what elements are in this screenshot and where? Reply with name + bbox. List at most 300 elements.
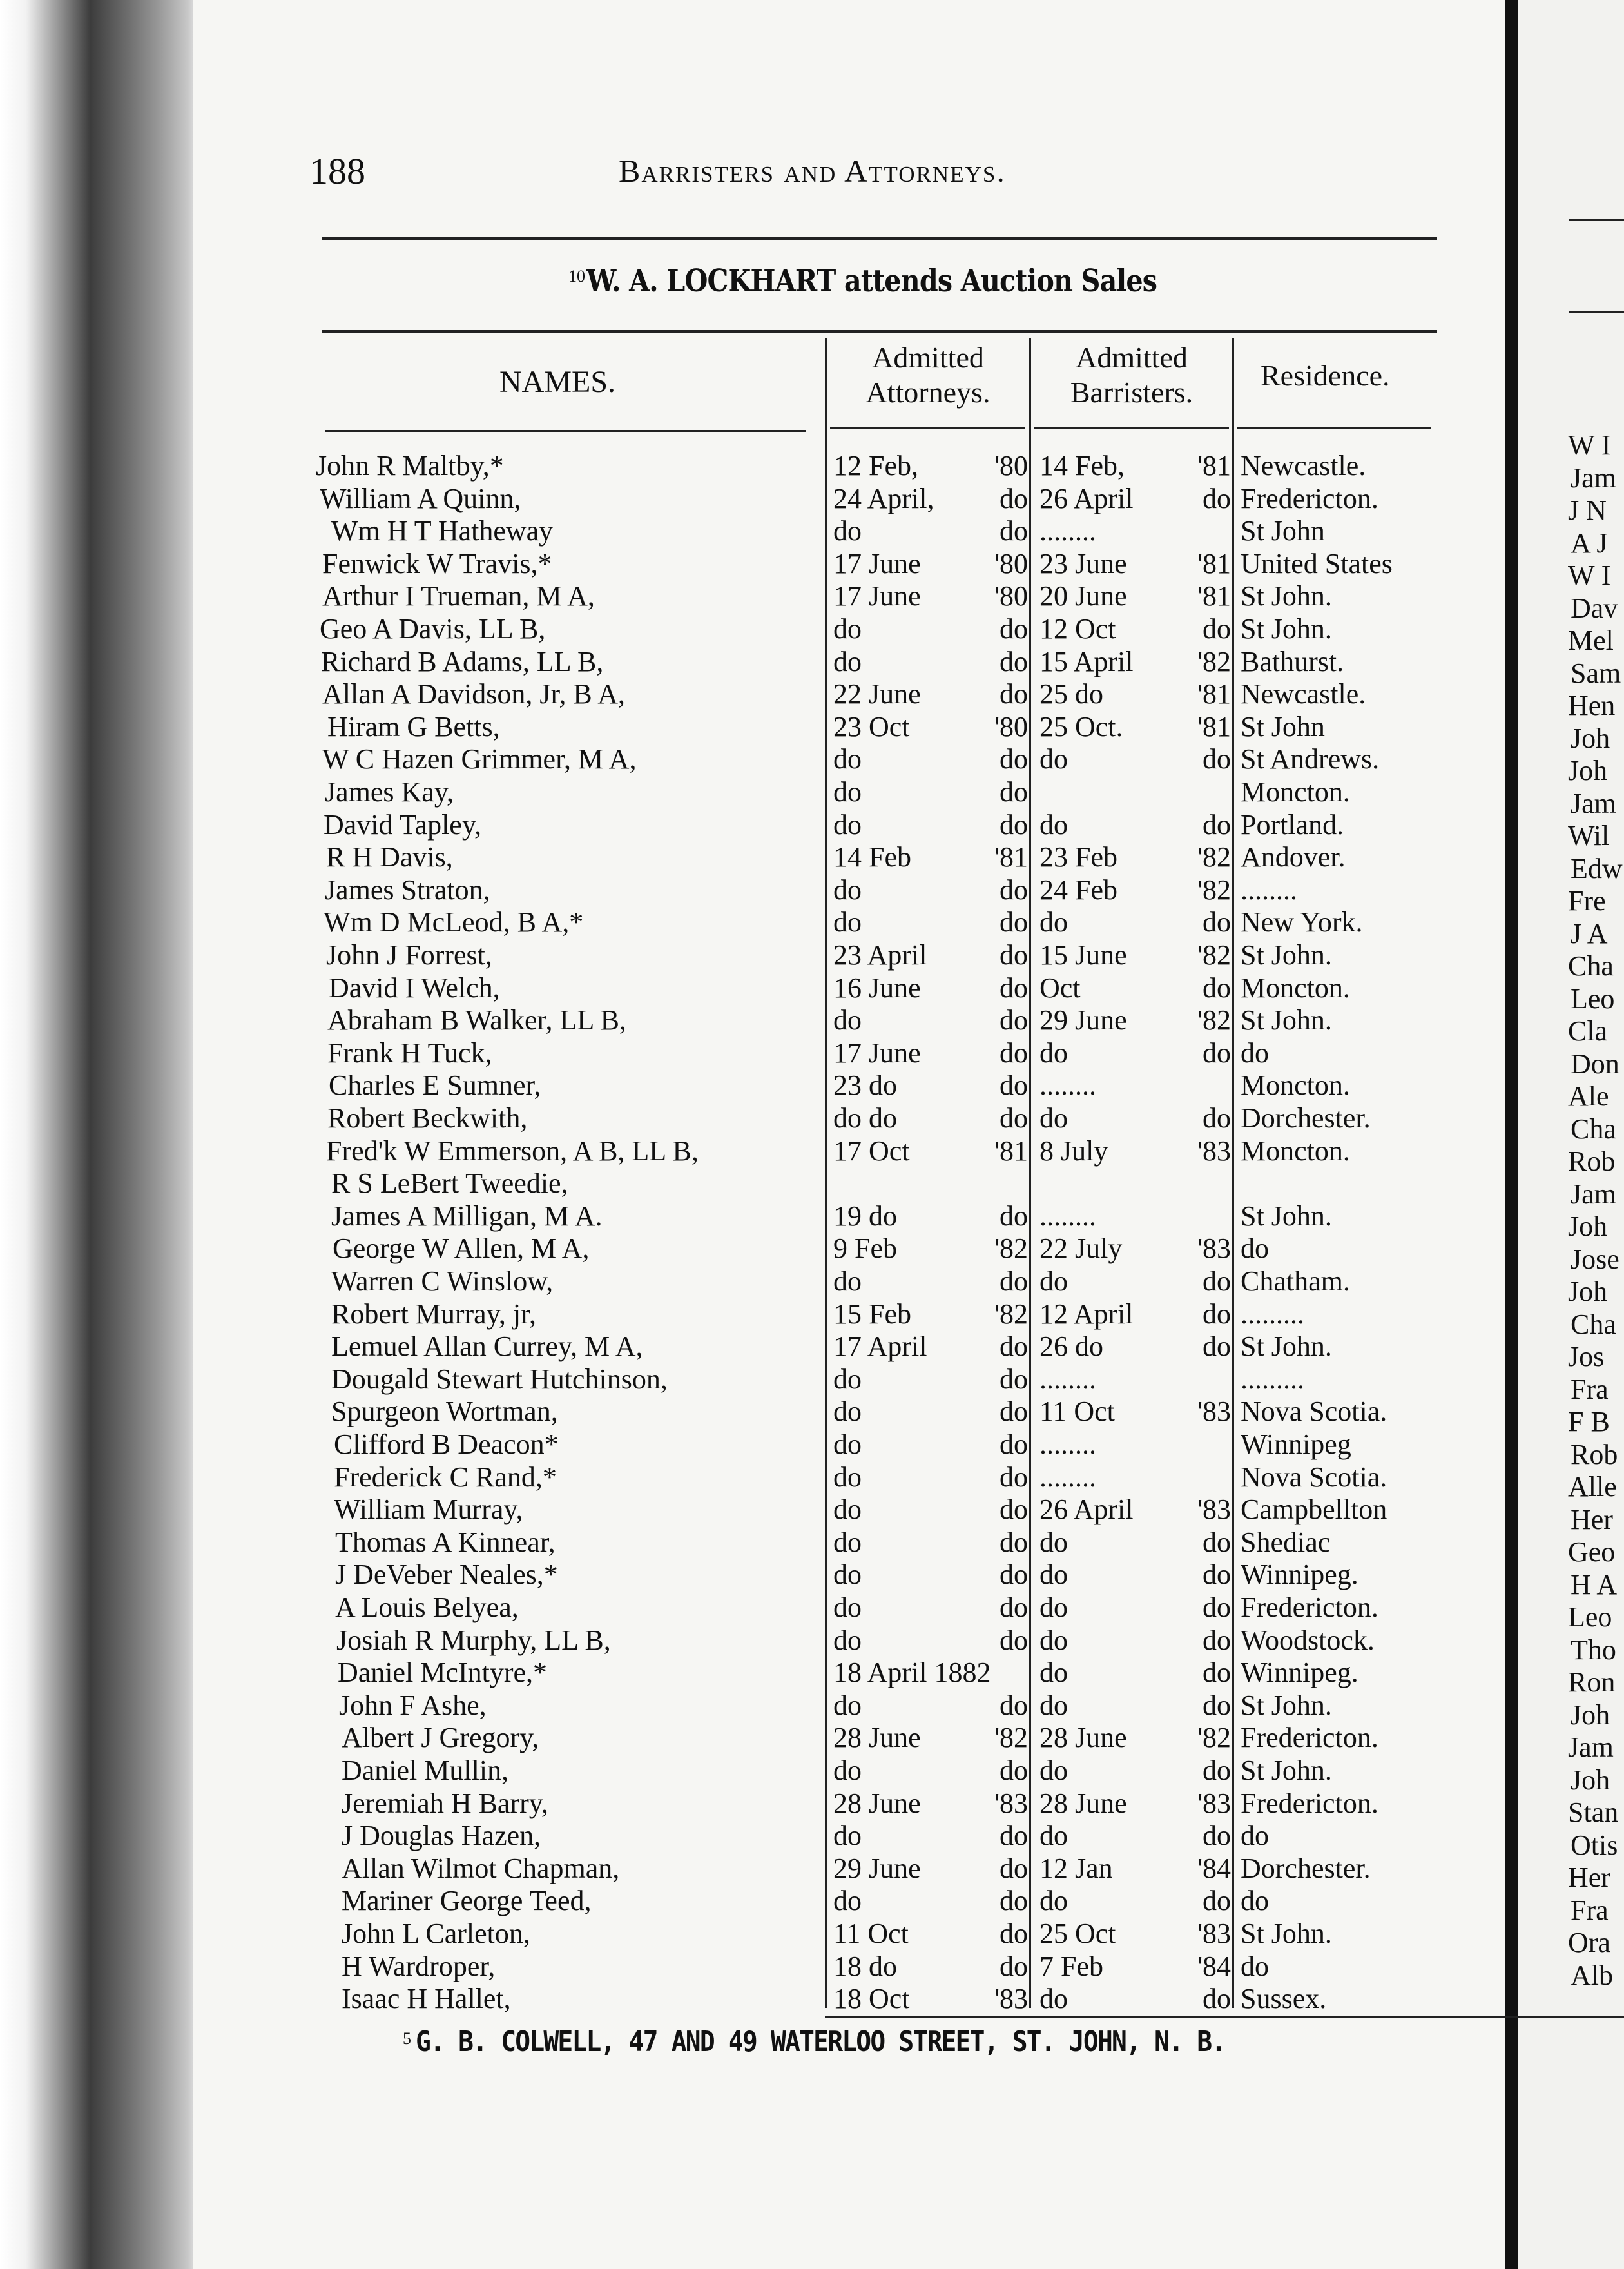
cell-barrister-date: do (1039, 1983, 1068, 2014)
cell-attorney-year: do (1000, 1265, 1028, 1297)
cell-barrister-year: do (1203, 972, 1231, 1004)
cell-residence: Campbellton (1241, 1494, 1387, 1525)
cell-attorney-date: do (833, 1624, 862, 1656)
cell-residence: do (1241, 1951, 1269, 1982)
facing-page-fragment: Ale (1568, 1080, 1609, 1112)
cell-attorney-year: do (1000, 1820, 1028, 1851)
cell-residence: do (1241, 1885, 1269, 1916)
cell-name: James Straton, (325, 874, 490, 906)
cell-name: Charles E Sumner, (329, 1069, 541, 1101)
facing-page-fragment: Rob (1571, 1439, 1618, 1470)
facing-page-fragment: Sam (1571, 657, 1621, 689)
cell-attorney-date: do (833, 743, 862, 775)
cell-attorney-year: do (1000, 483, 1028, 514)
cell-attorney-year: do (1000, 972, 1028, 1004)
cell-name: Thomas A Kinnear, (335, 1526, 556, 1558)
column-divider-1 (825, 338, 827, 2008)
facing-page-fragment: Alle (1568, 1471, 1617, 1503)
cell-residence: Nova Scotia. (1241, 1396, 1387, 1427)
cell-barrister-date: ........ (1039, 1200, 1096, 1232)
cell-name: Josiah R Murphy, LL B, (336, 1624, 611, 1656)
cell-attorney-date: do (833, 809, 862, 841)
cell-barrister-year: '83 (1197, 1396, 1231, 1427)
cell-attorney-date: do (833, 1755, 862, 1786)
cell-attorney-year: do (1000, 874, 1028, 906)
cell-attorney-date: 17 June (833, 1037, 921, 1069)
header-residence: Residence. (1261, 359, 1390, 392)
cell-attorney-date: 22 June (833, 678, 921, 710)
facing-page-fragment: Joh (1568, 755, 1608, 786)
cell-name: Daniel McIntyre,* (338, 1657, 547, 1688)
cell-attorney-year: '83 (994, 1983, 1028, 2014)
header-underline-barristers (1034, 427, 1229, 429)
facing-page-rule (1569, 219, 1624, 221)
cell-name: Robert Murray, jr, (331, 1298, 536, 1330)
cell-barrister-date: do (1039, 1755, 1068, 1786)
facing-page-fragment: Her (1571, 1504, 1613, 1535)
cell-residence: Newcastle. (1241, 678, 1366, 710)
cell-residence: Dorchester. (1241, 1853, 1371, 1884)
facing-page-fragment: J A (1571, 918, 1608, 949)
cell-barrister-date: 7 Feb (1039, 1951, 1103, 1982)
cell-attorney-date: 24 April, (833, 483, 934, 514)
cell-barrister-year: '83 (1197, 1135, 1231, 1167)
cell-attorney-year: '80 (994, 580, 1028, 612)
facing-page-fragment: Jam (1571, 788, 1616, 819)
cell-name: Frederick C Rand,* (334, 1461, 557, 1493)
cell-name: Dougald Stewart Hutchinson, (331, 1363, 668, 1395)
cell-attorney-year: '82 (994, 1722, 1028, 1753)
cell-residence: Portland. (1241, 809, 1344, 841)
cell-barrister-year: '83 (1197, 1494, 1231, 1525)
cell-attorney-year: do (1000, 1396, 1028, 1427)
header-names: NAMES. (499, 365, 616, 399)
cell-attorney-date: 19 do (833, 1200, 897, 1232)
cell-barrister-date: do (1039, 809, 1068, 841)
cell-name: Geo A Davis, LL B, (320, 613, 546, 645)
cell-attorney-year: '82 (994, 1298, 1028, 1330)
top-advertisement: W. A. LOCKHART attends Auction Sales (586, 263, 1157, 299)
facing-page-fragment: Cha (1571, 1113, 1616, 1145)
cell-attorney-date: do (833, 1526, 862, 1558)
facing-page-fragment: Leo (1571, 983, 1615, 1015)
cell-attorney-year: '81 (994, 841, 1028, 873)
facing-page (1518, 0, 1624, 2269)
cell-name: Arthur I Trueman, M A, (322, 580, 595, 612)
header-attorneys-line2: Attorneys. (865, 376, 991, 409)
cell-barrister-date: 14 Feb, (1039, 450, 1125, 482)
cell-barrister-year: do (1203, 1885, 1231, 1916)
cell-attorney-date: do (833, 515, 862, 547)
cell-residence: do (1241, 1037, 1269, 1069)
cell-name: Lemuel Allan Currey, M A, (331, 1330, 643, 1362)
cell-attorney-year: do (1000, 743, 1028, 775)
cell-name: Spurgeon Wortman, (331, 1396, 558, 1427)
cell-attorney-year: do (1000, 1037, 1028, 1069)
cell-name: Clifford B Deacon* (334, 1428, 559, 1460)
facing-page-fragment: Joh (1571, 1764, 1610, 1796)
cell-name: John J Forrest, (326, 939, 492, 971)
column-divider-3 (1232, 338, 1234, 2008)
cell-attorney-date: 18 do (833, 1951, 897, 1982)
cell-attorney-date: do (833, 1265, 862, 1297)
cell-barrister-year: '82 (1197, 939, 1231, 971)
cell-name: William Murray, (334, 1494, 523, 1525)
cell-barrister-year: do (1203, 1983, 1231, 2014)
cell-attorney-year: do (1000, 1330, 1028, 1362)
facing-page-fragment: Jam (1571, 462, 1616, 494)
cell-residence: Andover. (1241, 841, 1346, 873)
cell-attorney-date: do (833, 1396, 862, 1427)
ad-rule (322, 330, 1437, 333)
cell-name: David Tapley, (324, 809, 481, 841)
facing-page-fragment: W I (1568, 560, 1611, 591)
cell-attorney-date: do (833, 1494, 862, 1525)
facing-page-fragment: H A (1571, 1569, 1618, 1601)
cell-attorney-date: 16 June (833, 972, 921, 1004)
cell-barrister-year: do (1203, 1657, 1231, 1688)
cell-barrister-date: do (1039, 1592, 1068, 1623)
cell-attorney-year: do (1000, 809, 1028, 841)
cell-attorney-year: do (1000, 1624, 1028, 1656)
cell-attorney-date: 17 June (833, 580, 921, 612)
cell-residence: Winnipeg. (1241, 1559, 1358, 1590)
cell-attorney-year: do (1000, 1004, 1028, 1036)
facing-page-fragment: Joh (1568, 1276, 1608, 1307)
cell-attorney-year: do (1000, 646, 1028, 677)
cell-residence: St John. (1241, 1690, 1332, 1721)
cell-residence: Woodstock. (1241, 1624, 1375, 1656)
cell-barrister-date: 15 April (1039, 646, 1134, 677)
cell-attorney-date: do (833, 1820, 862, 1851)
cell-barrister-date: 8 July (1039, 1135, 1108, 1167)
facing-page-fragment: Jam (1568, 1731, 1614, 1763)
cell-residence: Chatham. (1241, 1265, 1350, 1297)
cell-attorney-year: do (1000, 515, 1028, 547)
cell-barrister-year: do (1203, 1690, 1231, 1721)
cell-name: R H Davis, (326, 841, 453, 873)
cell-barrister-date: do (1039, 906, 1068, 938)
cell-barrister-year: do (1203, 1755, 1231, 1786)
cell-residence: St John. (1241, 613, 1332, 645)
cell-barrister-date: 20 June (1039, 580, 1127, 612)
cell-attorney-date: do (833, 1004, 862, 1036)
cell-barrister-year: '81 (1197, 678, 1231, 710)
cell-attorney-date: 28 June (833, 1722, 921, 1753)
cell-barrister-date: 24 Feb (1039, 874, 1117, 906)
cell-barrister-date: do (1039, 1037, 1068, 1069)
facing-page-fragment: Jose (1571, 1243, 1619, 1275)
cell-residence: Moncton. (1241, 1135, 1350, 1167)
cell-barrister-year: '81 (1197, 450, 1231, 482)
cell-barrister-date: 12 April (1039, 1298, 1134, 1330)
cell-barrister-date: 15 June (1039, 939, 1127, 971)
cell-attorney-date: do (833, 874, 862, 906)
cell-attorney-year: do (1000, 1069, 1028, 1101)
cell-residence: Fredericton. (1241, 1722, 1378, 1753)
cell-residence: Moncton. (1241, 776, 1350, 808)
facing-page-fragment: Joh (1571, 723, 1610, 754)
cell-barrister-date: do (1039, 1657, 1068, 1688)
cell-barrister-date: do (1039, 1624, 1068, 1656)
cell-attorney-year: do (1000, 776, 1028, 808)
cell-attorney-year: do (1000, 613, 1028, 645)
cell-attorney-year: '82 (994, 1232, 1028, 1264)
facing-page-fragment: Rob (1568, 1145, 1616, 1177)
cell-attorney-year: do (1000, 1853, 1028, 1884)
cell-name: William A Quinn, (320, 483, 521, 514)
cell-residence: Fredericton. (1241, 1592, 1378, 1623)
cell-attorney-date: do (833, 1885, 862, 1916)
cell-barrister-year: '81 (1197, 711, 1231, 743)
cell-barrister-year: '82 (1197, 1722, 1231, 1753)
cell-barrister-year: do (1203, 1298, 1231, 1330)
cell-residence: do (1241, 1232, 1269, 1264)
cell-barrister-date: 23 Feb (1039, 841, 1117, 873)
facing-page-fragment: Cla (1568, 1015, 1608, 1047)
facing-page-fragment: Mel (1568, 625, 1614, 656)
column-divider-2 (1029, 338, 1031, 2008)
facing-page-fragment: Jos (1568, 1341, 1605, 1372)
cell-attorney-year: do (1000, 1559, 1028, 1590)
cell-name: Richard B Adams, LL B, (321, 646, 604, 677)
cell-barrister-date: do (1039, 1885, 1068, 1916)
cell-residence: Winnipeg. (1241, 1657, 1358, 1688)
cell-name: H Wardroper, (342, 1951, 496, 1982)
facing-page-fragment: Don (1571, 1048, 1619, 1080)
facing-page-fragment: A J (1571, 527, 1608, 559)
cell-residence: Fredericton. (1241, 1787, 1378, 1819)
cell-barrister-year: '83 (1197, 1232, 1231, 1264)
cell-attorney-date: do (833, 613, 862, 645)
cell-barrister-year: do (1203, 1526, 1231, 1558)
facing-page-fragment: Alb (1571, 1960, 1613, 1991)
cell-residence: New York. (1241, 906, 1363, 938)
bottom-advertisement: G. B. COLWELL, 47 AND 49 WATERLOO STREET, ST. JOHN, N. B. (416, 2025, 1226, 2058)
cell-barrister-year: '82 (1197, 1004, 1231, 1036)
cell-barrister-year: '84 (1197, 1853, 1231, 1884)
header-underline-attorneys (830, 427, 1025, 429)
cell-attorney-year: do (1000, 1592, 1028, 1623)
header-rule (322, 237, 1437, 240)
facing-page-fragment: Edw (1571, 853, 1623, 884)
cell-barrister-date: ........ (1039, 1363, 1096, 1395)
cell-name: Hiram G Betts, (327, 711, 500, 743)
cell-residence: ......... (1241, 1363, 1304, 1395)
cell-barrister-year: do (1203, 1265, 1231, 1297)
cell-attorney-date: 17 Oct (833, 1135, 910, 1167)
cell-attorney-date: do do (833, 1102, 897, 1134)
facing-page-fragment: Leo (1568, 1601, 1612, 1633)
cell-name: John F Ashe, (339, 1690, 487, 1721)
cell-barrister-year: '83 (1197, 1787, 1231, 1819)
cell-barrister-year: '84 (1197, 1951, 1231, 1982)
cell-attorney-year: do (1000, 1918, 1028, 1949)
cell-attorney-date: 9 Feb (833, 1232, 897, 1264)
cell-name: Wm H T Hatheway (331, 515, 554, 547)
page-divider (1505, 0, 1518, 2269)
cell-attorney-year: do (1000, 678, 1028, 710)
cell-residence: St John. (1241, 1330, 1332, 1362)
top-ad-number: 10 (568, 267, 585, 286)
facing-page-fragment: F B (1568, 1406, 1610, 1437)
document-page (193, 0, 1505, 2269)
cell-attorney-year: '80 (994, 450, 1028, 482)
cell-name: R S LeBert Tweedie, (331, 1167, 568, 1199)
facing-page-fragment: W I (1568, 429, 1611, 461)
header-underline-residence (1237, 427, 1431, 429)
cell-attorney-date: 12 Feb, (833, 450, 918, 482)
cell-name: Frank H Tuck, (327, 1037, 492, 1069)
cell-barrister-date: ........ (1039, 1069, 1096, 1101)
cell-attorney-year: do (1000, 1363, 1028, 1395)
facing-page-fragment: Stan (1568, 1797, 1619, 1828)
cell-attorney-date: do (833, 1363, 862, 1395)
cell-barrister-date: 26 April (1039, 1494, 1134, 1525)
cell-name: James Kay, (325, 776, 454, 808)
cell-residence: Winnipeg (1241, 1428, 1351, 1460)
facing-page-fragment: Joh (1568, 1211, 1608, 1242)
cell-barrister-date: Oct (1039, 972, 1081, 1004)
cell-name: Mariner George Teed, (342, 1885, 592, 1916)
facing-page-fragment: Dav (1571, 592, 1618, 624)
facing-page-fragment: Fra (1571, 1374, 1609, 1405)
cell-barrister-year: do (1203, 809, 1231, 841)
cell-name: A Louis Belyea, (335, 1592, 519, 1623)
cell-barrister-year: '82 (1197, 874, 1231, 906)
facing-page-fragment: Cha (1571, 1309, 1616, 1340)
cell-barrister-date: do (1039, 1102, 1068, 1134)
cell-name: Warren C Winslow, (331, 1265, 554, 1297)
cell-name: John R Maltby,* (316, 450, 504, 482)
header-barristers-line1: Admitted (1076, 341, 1188, 374)
cell-attorney-year: do (1000, 906, 1028, 938)
cell-barrister-year: '81 (1197, 580, 1231, 612)
cell-barrister-year: do (1203, 1820, 1231, 1851)
cell-residence: do (1241, 1820, 1269, 1851)
cell-barrister-date: 11 Oct (1039, 1396, 1115, 1427)
cell-attorney-year: do (1000, 1494, 1028, 1525)
facing-page-fragment: Ron (1568, 1666, 1616, 1698)
cell-attorney-year: '83 (994, 1787, 1028, 1819)
cell-attorney-year: do (1000, 1102, 1028, 1134)
cell-barrister-year: do (1203, 1102, 1231, 1134)
cell-barrister-date: 25 Oct. (1039, 711, 1123, 743)
cell-barrister-year: do (1203, 906, 1231, 938)
cell-residence: Moncton. (1241, 972, 1350, 1004)
cell-name: J DeVeber Neales,* (335, 1559, 558, 1590)
cell-residence: Shediac (1241, 1526, 1331, 1558)
cell-name: Allan Wilmot Chapman, (342, 1853, 620, 1884)
cell-attorney-date: do (833, 1461, 862, 1493)
cell-attorney-date: 15 Feb (833, 1298, 911, 1330)
cell-attorney-year: do (1000, 939, 1028, 971)
cell-barrister-date: ........ (1039, 515, 1096, 547)
cell-barrister-date: do (1039, 1820, 1068, 1851)
cell-barrister-year: do (1203, 1330, 1231, 1362)
facing-page-fragment: Hen (1568, 690, 1616, 721)
cell-residence: St John (1241, 711, 1325, 743)
cell-barrister-date: do (1039, 1265, 1068, 1297)
facing-page-fragment: Joh (1571, 1699, 1610, 1731)
cell-barrister-date: do (1039, 1559, 1068, 1590)
facing-page-fragment: Her (1568, 1862, 1610, 1893)
cell-barrister-date: 26 do (1039, 1330, 1103, 1362)
facing-page-fragment: Ora (1568, 1927, 1610, 1958)
cell-attorney-year: do (1000, 1200, 1028, 1232)
cell-barrister-date: 25 do (1039, 678, 1103, 710)
cell-attorney-date: do (833, 1592, 862, 1623)
cell-residence: St John. (1241, 1755, 1332, 1786)
cell-attorney-date: 18 Oct (833, 1983, 910, 2014)
facing-page-fragment: Fra (1571, 1894, 1609, 1926)
cell-attorney-date: 23 April (833, 939, 927, 971)
cell-barrister-date: do (1039, 1690, 1068, 1721)
facing-page-fragment: Wil (1568, 820, 1610, 852)
cell-residence: St John. (1241, 1918, 1332, 1949)
cell-barrister-year: do (1203, 743, 1231, 775)
footer-rule (825, 2016, 1624, 2018)
cell-residence: Sussex. (1241, 1983, 1327, 2014)
cell-residence: ......... (1241, 1298, 1304, 1330)
facing-page-fragment: J N (1568, 494, 1607, 526)
cell-barrister-date: do (1039, 743, 1068, 775)
cell-name: James A Milligan, M A. (331, 1200, 603, 1232)
cell-residence: Dorchester. (1241, 1102, 1371, 1134)
cell-name: Albert J Gregory, (342, 1722, 539, 1753)
cell-attorney-date: 17 April (833, 1330, 927, 1362)
cell-barrister-date: 12 Oct (1039, 613, 1116, 645)
cell-residence: St John. (1241, 580, 1332, 612)
cell-attorney-year: do (1000, 1755, 1028, 1786)
cell-barrister-date: 25 Oct (1039, 1918, 1116, 1949)
cell-residence: Newcastle. (1241, 450, 1366, 482)
cell-barrister-date: do (1039, 1526, 1068, 1558)
cell-residence: ........ (1241, 874, 1297, 906)
cell-attorney-date: 18 April 1882 (833, 1657, 991, 1688)
bottom-ad-number: 5 (403, 2029, 411, 2048)
cell-attorney-year: do (1000, 1461, 1028, 1493)
cell-attorney-date: do (833, 1428, 862, 1460)
cell-name: Robert Beckwith, (327, 1102, 528, 1134)
cell-residence: St Andrews. (1241, 743, 1380, 775)
cell-name: J Douglas Hazen, (342, 1820, 541, 1851)
cell-attorney-year: do (1000, 1526, 1028, 1558)
header-barristers-line2: Barristers. (1070, 376, 1194, 409)
facing-page-fragment: Jam (1571, 1178, 1616, 1210)
cell-barrister-year: '81 (1197, 548, 1231, 579)
cell-attorney-date: do (833, 776, 862, 808)
cell-name: Isaac H Hallet, (342, 1983, 511, 2014)
cell-attorney-date: 17 June (833, 548, 921, 579)
cell-barrister-date: 28 June (1039, 1787, 1127, 1819)
cell-attorney-date: 11 Oct (833, 1918, 909, 1949)
cell-attorney-date: 23 do (833, 1069, 897, 1101)
cell-name: Wm D McLeod, B A,* (324, 906, 584, 938)
cell-residence: United States (1241, 548, 1393, 579)
cell-residence: Moncton. (1241, 1069, 1350, 1101)
cell-barrister-date: 26 April (1039, 483, 1134, 514)
cell-name: Allan A Davidson, Jr, B A, (322, 678, 626, 710)
cell-barrister-date: 28 June (1039, 1722, 1127, 1753)
cell-attorney-year: '80 (994, 548, 1028, 579)
cell-name: John L Carleton, (342, 1918, 530, 1949)
cell-name: Abraham B Walker, LL B, (327, 1004, 626, 1036)
cell-name: Jeremiah H Barry, (342, 1787, 548, 1819)
cell-barrister-year: do (1203, 613, 1231, 645)
cell-attorney-year: '81 (994, 1135, 1028, 1167)
cell-name: W C Hazen Grimmer, M A, (322, 743, 637, 775)
